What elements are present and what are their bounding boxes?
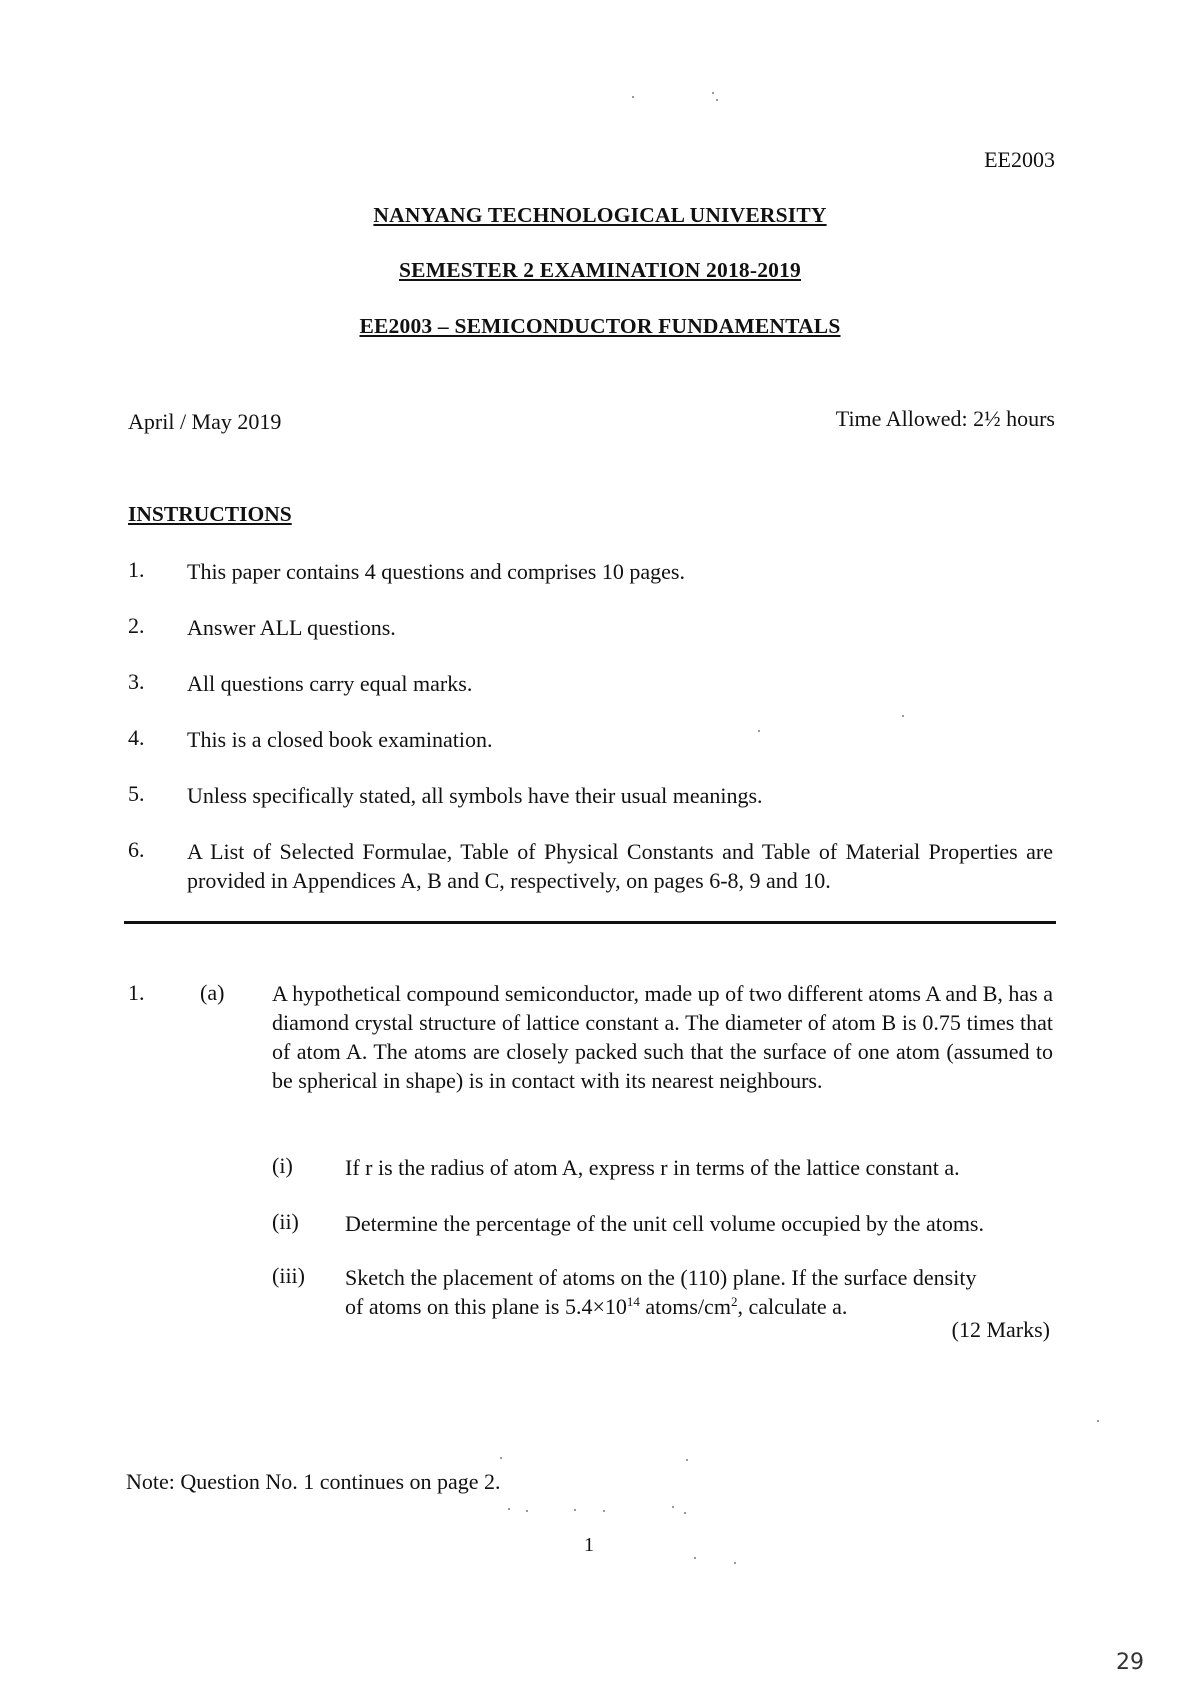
scan-speck — [632, 96, 634, 98]
subquestion-line: of atoms on this plane is $5.4\times 10^{14}$ atoms/$cm^2$, calculate a. — [345, 1294, 848, 1319]
scan-speck — [526, 1510, 528, 1512]
question-number: 1. — [128, 980, 145, 1005]
instruction-number: 5. — [128, 781, 145, 806]
subquestion-text: Determine the percentage of the unit cell volume occupied by the atoms. — [345, 1211, 984, 1236]
scan-speck — [712, 92, 714, 94]
time-allowed: Time Allowed: 2½ hours — [835, 406, 1055, 431]
instruction-text: This is a closed book examination. — [187, 727, 493, 752]
scan-speck — [684, 1512, 686, 1514]
instruction-number: 3. — [128, 669, 145, 694]
question-stem: A hypothetical compound semiconductor, made up of two different atoms A and B, has a diamond crystal structure of lattice constant a. The diameter of atom B is 0.75 times that of atom A. The atoms are closely packed such that the surface of one atom (assumed to be spherical in shape) is in contact with its nearest neighbours. — [272, 981, 1053, 1093]
subquestion-line: Sketch the placement of atoms on the (110) plane. If the surface density — [345, 1265, 977, 1290]
scan-speck — [686, 1459, 688, 1461]
scan-speck — [500, 1457, 502, 1459]
scan-speck — [734, 1562, 736, 1564]
scan-speck — [508, 1508, 510, 1510]
scan-speck — [603, 1510, 605, 1512]
scan-speck — [694, 1557, 696, 1559]
page-number: 1 — [584, 1534, 594, 1556]
instruction-text: Answer ALL questions. — [187, 615, 396, 640]
scan-speck — [672, 1506, 674, 1508]
instruction-number: 6. — [128, 837, 145, 862]
continuation-note: Note: Question No. 1 continues on page 2. — [126, 1469, 501, 1494]
section-divider — [124, 921, 1056, 924]
instructions-heading: INSTRUCTIONS — [128, 502, 292, 526]
instruction-number: 4. — [128, 725, 145, 750]
instruction-text: Unless specifically stated, all symbols have their usual meanings. — [187, 783, 763, 808]
instruction-number: 2. — [128, 613, 145, 638]
course-code: EE2003 — [984, 147, 1055, 172]
scan-speck — [902, 715, 904, 717]
exam-date: April / May 2019 — [128, 409, 282, 434]
marks-label: (12 Marks) — [951, 1317, 1050, 1342]
subquestion-text — [345, 1263, 1053, 1321]
university-title: NANYANG TECHNOLOGICAL UNIVERSITY — [373, 203, 827, 227]
instruction-number: 1. — [128, 557, 145, 582]
subquestion-number: (ii) — [272, 1209, 299, 1234]
handwritten-mark: 29 — [1116, 1650, 1144, 1675]
question-part-label: (a) — [200, 980, 225, 1005]
exam-title: SEMESTER 2 EXAMINATION 2018-2019 — [399, 258, 801, 282]
course-title: EE2003 – SEMICONDUCTOR FUNDAMENTALS — [359, 314, 841, 338]
subquestion-number: (iii) — [272, 1263, 305, 1288]
scan-speck — [1097, 1420, 1099, 1422]
scan-speck — [716, 99, 718, 101]
subquestion-text: If r is the radius of atom A, express r in terms of the lattice constant a. — [345, 1155, 960, 1180]
instruction-text: This paper contains 4 questions and comprises 10 pages. — [187, 559, 685, 584]
scan-speck — [574, 1509, 576, 1511]
instruction-text: All questions carry equal marks. — [187, 671, 473, 696]
subquestion-number: (i) — [272, 1153, 293, 1178]
scan-speck — [758, 730, 760, 732]
instruction-text: A List of Selected Formulae, Table of Physical Constants and Table of Material Properties are provided in Appendices A, B and C, respectively, on pages 6-8, 9 and 10. — [187, 839, 1053, 893]
